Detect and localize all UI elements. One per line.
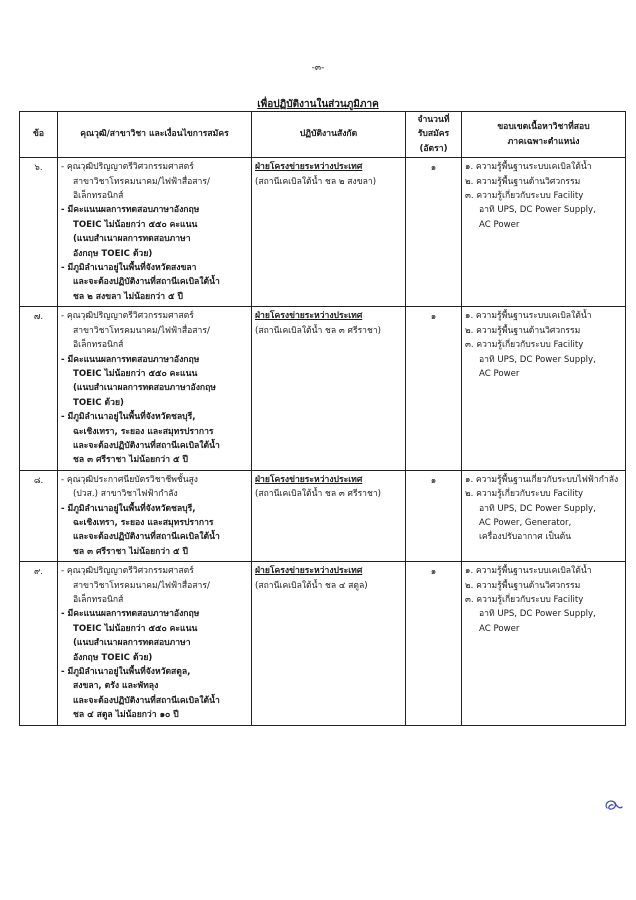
exam-scope-line: AC Power: [479, 219, 520, 230]
qualification-line: (แนบสำเนาผลการทดสอบภาษาอังกฤษ: [73, 383, 216, 394]
table-row: [20, 562, 626, 725]
exam-scope-cell: [462, 562, 626, 725]
qualification-line: อังกฤษ TOEIC ด้วย): [73, 652, 153, 663]
department-cell: [252, 470, 406, 561]
qualification-line: อังกฤษ TOEIC ด้วย): [73, 248, 153, 259]
table-body: [20, 158, 626, 725]
header-qualification: คุณวุฒิ/สาขาวิชา และเงื่อนไขการสมัคร: [58, 112, 252, 158]
row-number: ๗.: [20, 307, 58, 470]
qualification-line: และจะต้องปฏิบัติงานที่สถานีเคเบิลใต้น้ำ: [73, 440, 220, 451]
qualification-line: ชล ๓ ศรีราชา ไม่น้อยกว่า ๕ ปี: [73, 455, 188, 466]
handwritten-initial-icon: [601, 796, 623, 814]
exam-scope-line: อาทิ UPS, DC Power Supply,: [479, 503, 596, 514]
exam-scope-line: ๒. ความรู้พื้นฐานด้านวิศวกรรม: [465, 325, 581, 336]
exam-scope-line: ๑. ความรู้พื้นฐานเกี่ยวกับระบบไฟฟ้ากำลัง: [465, 474, 619, 485]
qualification-line: TOEIC ไม่น้อยกว่า ๕๕๐ คะแนน: [73, 368, 198, 379]
qualification-line: - มีภูมิลำเนาอยู่ในพื้นที่จังหวัดชลบุรี,: [61, 412, 196, 423]
qualification-line: สาขาวิชาโทรคมนาคม/ไฟฟ้าสื่อสาร/: [73, 176, 210, 187]
section-title: [0, 97, 636, 112]
table-row: [20, 158, 626, 307]
header-count-line: (อัตรา): [419, 143, 448, 154]
exam-scope-line: อาทิ UPS, DC Power Supply,: [479, 354, 596, 365]
exam-scope-line: ๒. ความรู้พื้นฐานด้านวิศวกรรม: [465, 580, 581, 591]
position-count: ๑: [406, 470, 462, 561]
exam-scope-line: ๓. ความรู้เกี่ยวกับระบบ Facility: [465, 595, 584, 605]
qualification-cell: [58, 470, 252, 561]
exam-scope-line: AC Power: [479, 368, 520, 379]
section-title-text: เพื่อปฏิบัติงานในส่วนภูมิภาค: [257, 99, 379, 110]
department-title: ฝ่ายโครงข่ายระหว่างประเทศ: [255, 162, 363, 173]
header-scope-line: ขอบเขตเนื้อหาวิชาที่สอบ: [497, 122, 590, 133]
qualification-line: - มีภูมิลำเนาอยู่ในพื้นที่จังหวัดสงขลา: [61, 263, 197, 274]
qualification-line: สงขลา, ตรัง และพัทลุง: [73, 681, 159, 692]
department-cell: [252, 562, 406, 725]
header-no: ข้อ: [20, 112, 58, 158]
qualification-line: - คุณวุฒิประกาศนียบัตรวิชาชีพชั้นสูง: [61, 474, 199, 485]
department-title: ฝ่ายโครงข่ายระหว่างประเทศ: [255, 311, 363, 322]
page-number: -๓-: [311, 63, 325, 73]
header-scope-line: ภาคเฉพาะตำแหน่ง: [507, 136, 580, 147]
qualification-line: (แนบสำเนาผลการทดสอบภาษา: [73, 638, 191, 649]
header-count-line: รับสมัคร: [417, 129, 450, 140]
qualification-line: TOEIC ไม่น้อยกว่า ๕๕๐ คะแนน: [73, 219, 198, 230]
table-header-row: [20, 112, 626, 158]
exam-scope-line: AC Power: [479, 623, 520, 634]
department-station: (สถานีเคเบิลใต้น้ำ ชล ๓ ศรีราชา): [255, 325, 382, 336]
qualification-line: - คุณวุฒิปริญญาตรีวิศวกรรมศาสตร์: [61, 566, 194, 577]
header-scope: [462, 112, 626, 158]
qualification-line: - มีคะแนนผลการทดสอบภาษาอังกฤษ: [61, 609, 200, 620]
exam-scope-line: ๑. ความรู้พื้นฐานระบบเคเบิลใต้น้ำ: [465, 162, 592, 173]
exam-scope-cell: [462, 307, 626, 470]
qualification-line: TOEIC ไม่น้อยกว่า ๕๕๐ คะแนน: [73, 623, 198, 634]
exam-scope-cell: [462, 158, 626, 307]
position-count: ๑: [406, 562, 462, 725]
header-count: [406, 112, 462, 158]
qualification-line: อิเล็กทรอนิกส์: [73, 340, 124, 351]
exam-scope-line: ๓. ความรู้เกี่ยวกับระบบ Facility: [465, 191, 584, 202]
qualification-line: อิเล็กทรอนิกส์: [73, 595, 124, 605]
qualification-line: - คุณวุฒิปริญญาตรีวิศวกรรมศาสตร์: [61, 162, 194, 173]
exam-scope-cell: [462, 470, 626, 561]
exam-scope-line: ๑. ความรู้พื้นฐานระบบเคเบิลใต้น้ำ: [465, 311, 592, 322]
qualification-line: - มีคะแนนผลการทดสอบภาษาอังกฤษ: [61, 354, 200, 365]
exam-scope-line: อาทิ UPS, DC Power Supply,: [479, 205, 596, 216]
qualification-line: และจะต้องปฏิบัติงานที่สถานีเคเบิลใต้น้ำ: [73, 277, 220, 288]
qualification-line: ฉะเชิงเทรา, ระยอง และสมุทรปราการ: [73, 517, 214, 528]
row-number: ๘.: [20, 470, 58, 561]
row-number: ๙.: [20, 562, 58, 725]
exam-scope-line: อาทิ UPS, DC Power Supply,: [479, 609, 596, 620]
department-cell: [252, 158, 406, 307]
qualification-line: (ปวส.) สาขาวิชาไฟฟ้ากำลัง: [73, 489, 178, 500]
qualification-line: สาขาวิชาโทรคมนาคม/ไฟฟ้าสื่อสาร/: [73, 580, 210, 591]
header-count-line: จำนวนที่: [417, 115, 450, 125]
qualification-line: ชล ๓ ศรีราชา ไม่น้อยกว่า ๕ ปี: [73, 546, 188, 557]
position-count: ๑: [406, 307, 462, 470]
row-number: ๖.: [20, 158, 58, 307]
qualification-line: สาขาวิชาโทรคมนาคม/ไฟฟ้าสื่อสาร/: [73, 325, 210, 336]
exam-scope-line: ๓. ความรู้เกี่ยวกับระบบ Facility: [465, 340, 584, 351]
qualification-line: TOEIC ด้วย): [73, 397, 124, 408]
department-station: (สถานีเคเบิลใต้น้ำ ชล ๔ สตูล): [255, 580, 368, 591]
qualification-line: - มีภูมิลำเนาอยู่ในพื้นที่จังหวัดชลบุรี,: [61, 503, 196, 514]
exam-scope-line: ๑. ความรู้พื้นฐานระบบเคเบิลใต้น้ำ: [465, 566, 592, 577]
department-station: (สถานีเคเบิลใต้น้ำ ชล ๒ สงขลา): [255, 176, 377, 187]
qualification-line: - มีคะแนนผลการทดสอบภาษาอังกฤษ: [61, 205, 200, 216]
exam-scope-line: ๒. ความรู้เกี่ยวกับระบบ Facility: [465, 489, 584, 500]
exam-scope-line: เครื่องปรับอากาศ เป็นต้น: [479, 532, 572, 543]
department-station: (สถานีเคเบิลใต้น้ำ ชล ๓ ศรีราชา): [255, 489, 382, 500]
department-cell: [252, 307, 406, 470]
exam-scope-line: AC Power, Generator,: [479, 517, 572, 528]
department-title: ฝ่ายโครงข่ายระหว่างประเทศ: [255, 566, 363, 577]
qualification-line: - คุณวุฒิปริญญาตรีวิศวกรรมศาสตร์: [61, 311, 194, 322]
qualification-cell: [58, 562, 252, 725]
header-department: ปฏิบัติงานสังกัด: [252, 112, 406, 158]
department-title: ฝ่ายโครงข่ายระหว่างประเทศ: [255, 474, 363, 485]
qualification-line: ชล ๒ สงขลา ไม่น้อยกว่า ๕ ปี: [73, 291, 184, 302]
qualification-line: อิเล็กทรอนิกส์: [73, 191, 124, 202]
qualification-line: ฉะเชิงเทรา, ระยอง และสมุทรปราการ: [73, 426, 214, 437]
qualification-line: และจะต้องปฏิบัติงานที่สถานีเคเบิลใต้น้ำ: [73, 695, 220, 706]
exam-scope-line: ๒. ความรู้พื้นฐานด้านวิศวกรรม: [465, 176, 581, 187]
qualification-line: ชล ๔ สตูล ไม่น้อยกว่า ๑๐ ปี: [73, 710, 179, 721]
table-row: [20, 470, 626, 561]
qualification-line: - มีภูมิลำเนาอยู่ในพื้นที่จังหวัดสตูล,: [61, 667, 191, 678]
position-count: ๑: [406, 158, 462, 307]
qualification-cell: [58, 158, 252, 307]
positions-table: [19, 111, 626, 726]
table-row: [20, 307, 626, 470]
qualification-line: (แนบสำเนาผลการทดสอบภาษา: [73, 234, 191, 245]
qualification-line: และจะต้องปฏิบัติงานที่สถานีเคเบิลใต้น้ำ: [73, 532, 220, 543]
qualification-cell: [58, 307, 252, 470]
